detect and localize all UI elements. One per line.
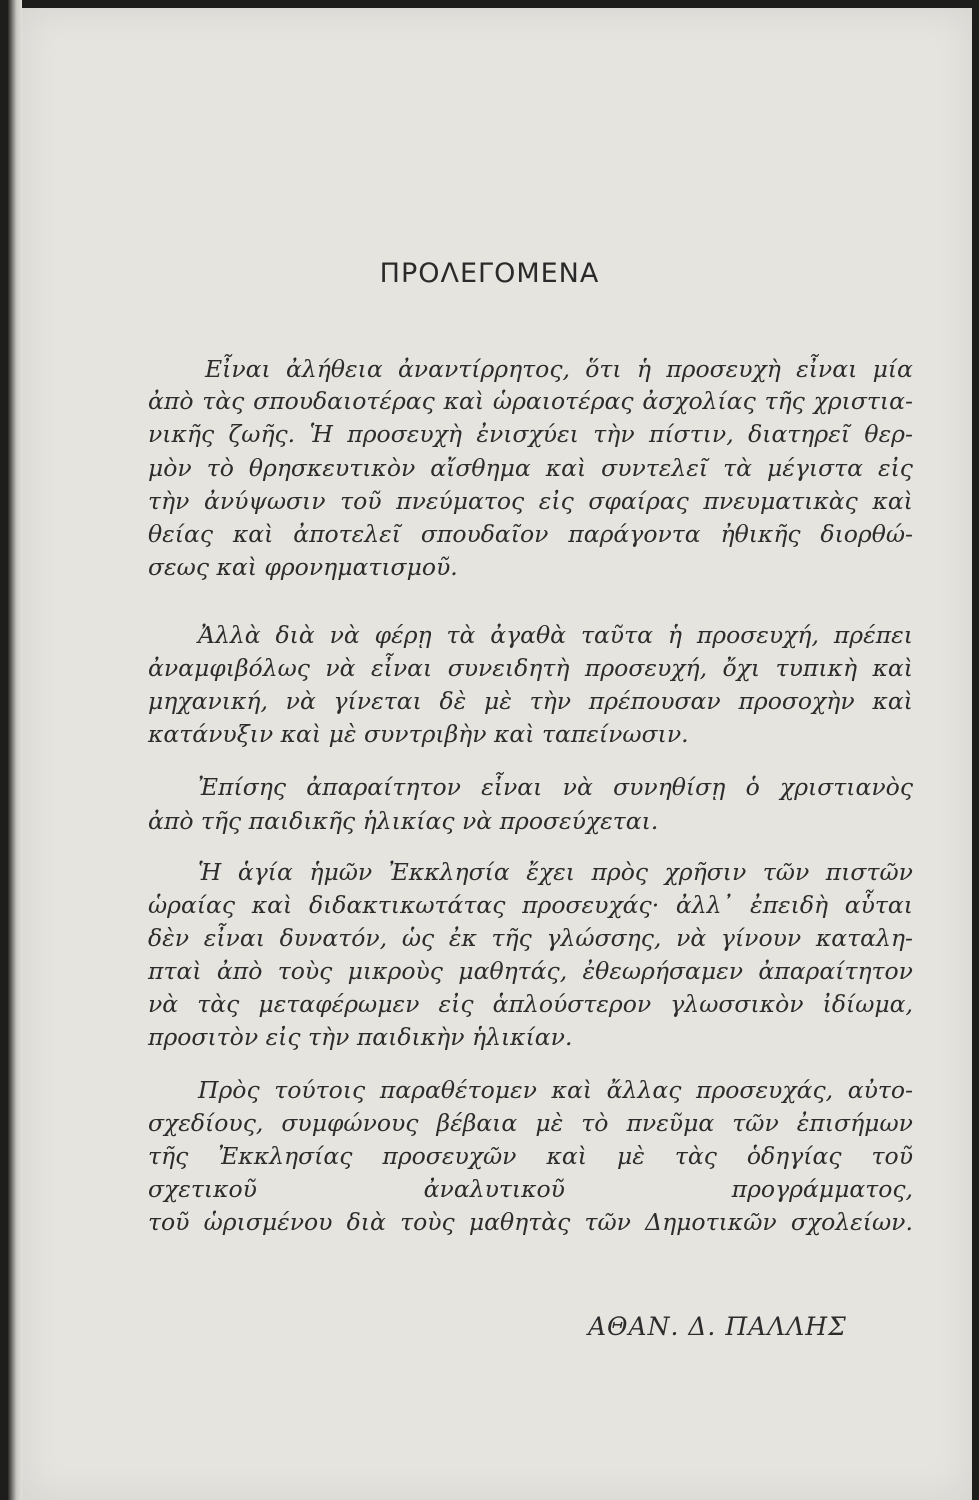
text-line: δὲν εἶναι δυνατόν, ὡς ἐκ τῆς γλώσσης, νὰ γίνουν καταλη- <box>148 924 913 952</box>
page-edge-shadow <box>8 0 22 1500</box>
text-line: θείας καὶ ἀποτελεῖ σπουδαῖον παράγοντα ἠθικῆς διορθώ- <box>148 520 913 548</box>
text-line: ἀπὸ τῆς παιδικῆς ἡλικίας νὰ προσεύχεται. <box>148 807 659 835</box>
text-line: ἀπὸ τὰς σπουδαιοτέρας καὶ ὡραιοτέρας ἀσχολίας τῆς χριστια- <box>148 387 913 415</box>
book-page <box>22 8 972 1500</box>
text-line: μὸν τὸ θρησκευτικὸν αἴσθημα καὶ συντελεῖ τὰ μέγιστα εἰς <box>148 454 913 482</box>
text-line: τοῦ ὡρισμένου διὰ τοὺς μαθητὰς τῶν Δημοτικῶν σχολείων. <box>148 1208 913 1236</box>
author-signature: ΑΘΑΝ. Δ. ΠΑΛΛΗΣ <box>588 1312 847 1341</box>
text-line: Ἐπίσης ἀπαραίτητον εἶναι νὰ συνηθίσῃ ὁ χριστιανὸς <box>198 773 913 801</box>
text-line: νὰ τὰς μεταφέρωμεν εἰς ἁπλούστερον γλωσσικὸν ἰδίωμα, <box>148 990 913 1018</box>
text-line: σεως καὶ φρονηματισμοῦ. <box>148 553 458 581</box>
text-line: νικῆς ζωῆς. Ἡ προσευχὴ ἐνισχύει τὴν πίστιν, διατηρεῖ θερ- <box>148 420 913 448</box>
text-line: Ἀλλὰ διὰ νὰ φέρῃ τὰ ἀγαθὰ ταῦτα ἡ προσευχή, πρέπει <box>198 621 913 649</box>
text-line: Εἶναι ἀλήθεια ἀναντίρρητος, ὅτι ἡ προσευχὴ εἶναι μία <box>205 355 913 383</box>
text-line: προσιτὸν εἰς τὴν παιδικὴν ἡλικίαν. <box>148 1023 573 1051</box>
text-line: κατάνυξιν καὶ μὲ συντριβὴν καὶ ταπείνωσιν. <box>148 720 689 748</box>
text-line: σχεδίους, συμφώνους βέβαια μὲ τὸ πνεῦμα τῶν ἐπισήμων <box>148 1109 913 1137</box>
text-line: ὡραίας καὶ διδακτικωτάτας προσευχάς· ἀλλ᾽ ἐπειδὴ αὗται <box>148 891 913 919</box>
text-line: πταὶ ἀπὸ τοὺς μικροὺς μαθητάς, ἐθεωρήσαμεν ἀπαραίτητον <box>148 957 913 985</box>
text-line: Πρὸς τούτοις παραθέτομεν καὶ ἄλλας προσευχάς, αὐτο- <box>198 1076 913 1104</box>
page-title: ΠΡΟΛΕΓΟΜΕΝΑ <box>379 258 600 289</box>
text-line: τῆς Ἐκκλησίας προσευχῶν καὶ μὲ τὰς ὁδηγίας τοῦ <box>148 1142 913 1170</box>
text-line: σχετικοῦ ἀναλυτικοῦ προγράμματος, <box>148 1175 913 1203</box>
text-line: μηχανική, νὰ γίνεται δὲ μὲ τὴν πρέπουσαν προσοχὴν καὶ <box>148 687 913 715</box>
text-line: Ἡ ἁγία ἡμῶν Ἐκκλησία ἔχει πρὸς χρῆσιν τῶν πιστῶν <box>198 858 913 886</box>
text-line: τὴν ἀνύψωσιν τοῦ πνεύματος εἰς σφαίρας πνευματικὰς καὶ <box>148 487 913 515</box>
text-line: ἀναμφιβόλως νὰ εἶναι συνειδητὴ προσευχή, ὄχι τυπικὴ καὶ <box>148 654 913 682</box>
